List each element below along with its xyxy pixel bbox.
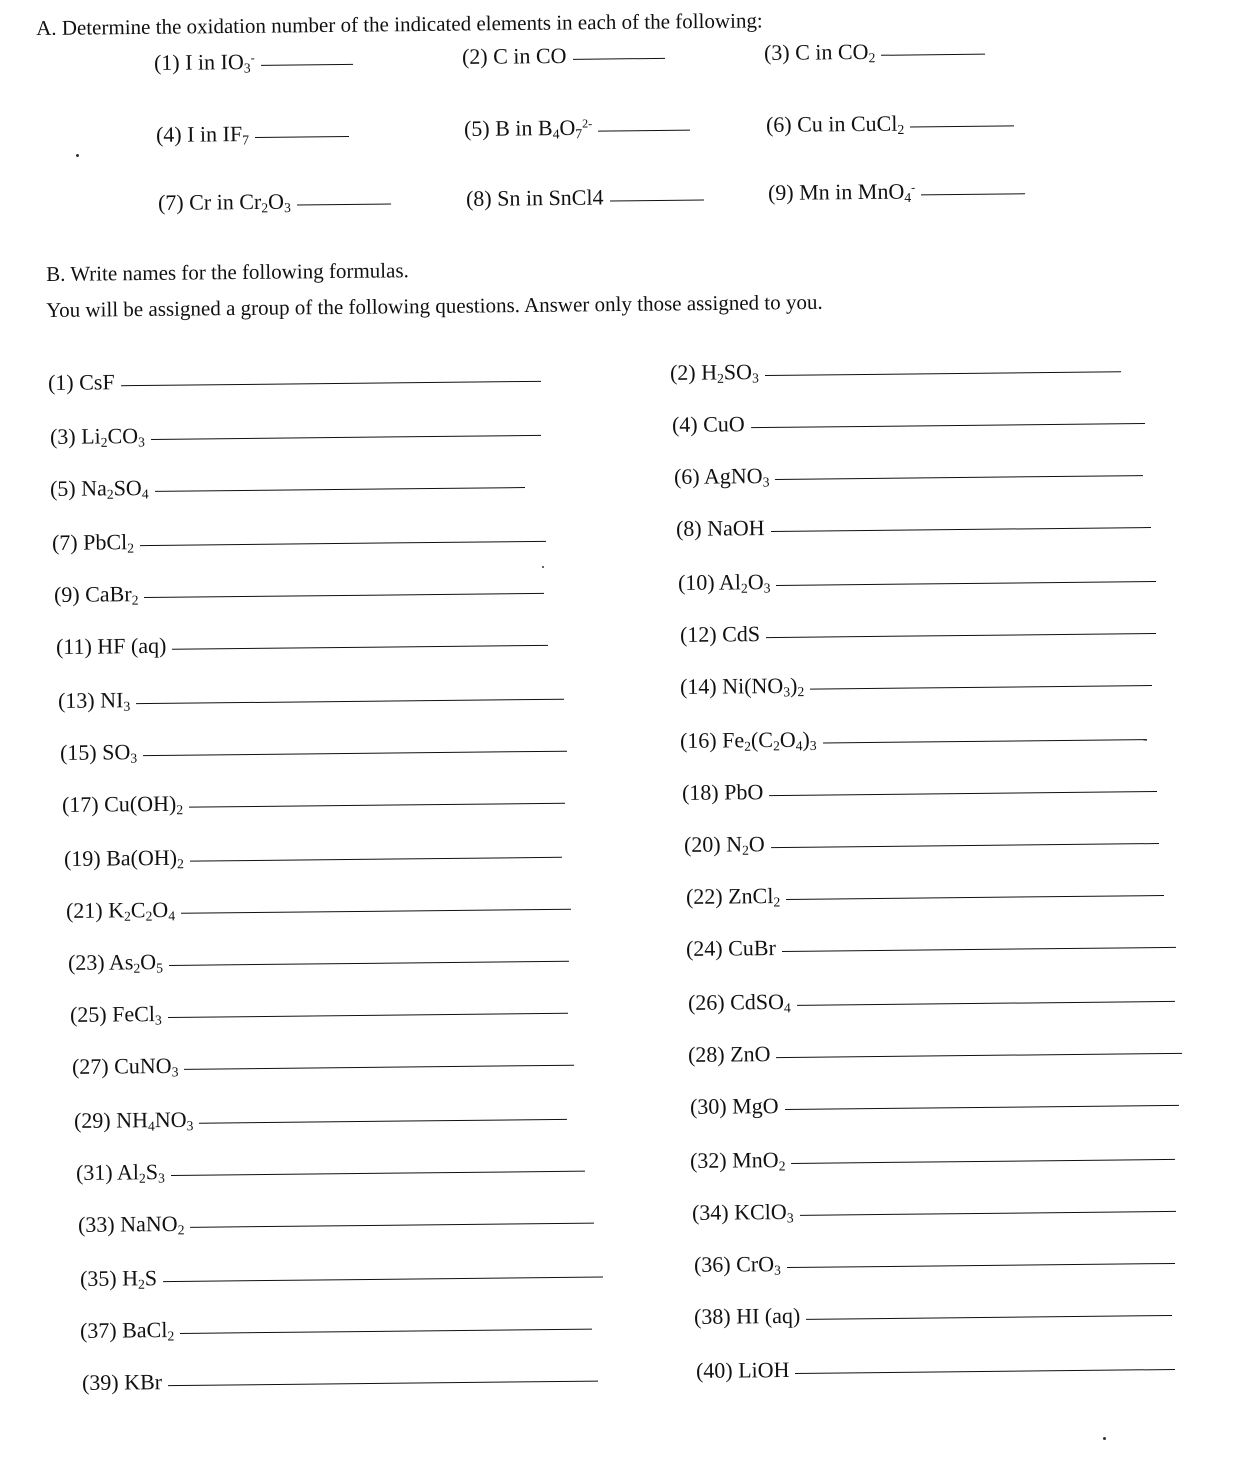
formula-label: (6) Cu in CuCl$_2$: [765, 110, 905, 138]
answer-blank[interactable]: [766, 633, 1156, 638]
formula-label: (13) $NI_3$: [57, 687, 131, 714]
answer-blank[interactable]: [168, 1013, 568, 1018]
answer-blank[interactable]: [199, 1119, 567, 1124]
formula-item: [684, 827, 1159, 858]
formula-label: (19) $Ba(OH)_2$: [63, 844, 184, 872]
formula-label: (5) $Na_2SO_4$: [49, 475, 149, 502]
formula-label: (4) I in $IF_7$: [155, 121, 250, 148]
answer-blank[interactable]: [765, 371, 1121, 376]
answer-blank[interactable]: [881, 54, 985, 56]
formula-label: (7) Cr in $Cr_2O_3$: [157, 188, 291, 216]
formula-label: (20) $N_2O$: [683, 831, 765, 858]
formula-item: [56, 629, 549, 660]
formula-label: (37) BaCl$_2$: [79, 1317, 175, 1344]
formula-item: [68, 945, 569, 976]
formula-item: [690, 1143, 1176, 1174]
formula-label: (35) $H_2S$: [79, 1265, 158, 1292]
formula-label: (30) MgO: [689, 1093, 779, 1119]
answer-blank[interactable]: [797, 1001, 1175, 1006]
formula-label: (5) B in $B_4O_7^{2-}$: [463, 114, 593, 142]
answer-blank[interactable]: [573, 58, 665, 60]
answer-blank[interactable]: [796, 1369, 1176, 1374]
formula-item: [58, 683, 564, 714]
formula-item: [64, 841, 562, 872]
formula-item: [70, 997, 568, 1028]
formula-item: [688, 985, 1175, 1016]
formula-item: [50, 419, 541, 450]
formula-item: [674, 459, 1144, 490]
formula-item: [696, 1353, 1176, 1384]
formula-item: [686, 931, 1176, 962]
formula-label: (38) HI (aq): [693, 1302, 801, 1329]
formula-label: (27) CuNO$_3$: [71, 1052, 179, 1080]
formula-item: [676, 511, 1151, 542]
formula-label: (36) CrO$_3$: [693, 1251, 781, 1278]
formula-item: [688, 1037, 1183, 1068]
formula-item: [50, 471, 525, 502]
formula-label: (2) C in CO: [461, 42, 567, 69]
formula-item: [62, 787, 565, 818]
answer-blank[interactable]: [171, 1171, 585, 1176]
formula-item: [690, 1089, 1179, 1120]
formula-label: (14) $Ni(NO_3)_2$: [679, 672, 805, 700]
formula-label: (8) Sn in SnCl4: [465, 184, 604, 211]
scan-speck: [542, 566, 544, 568]
answer-blank[interactable]: [771, 843, 1159, 848]
formula-label: (1) CsF: [47, 369, 115, 395]
answer-blank[interactable]: [255, 136, 349, 138]
answer-blank[interactable]: [190, 1223, 594, 1228]
answer-blank[interactable]: [140, 541, 546, 546]
answer-blank[interactable]: [791, 1159, 1175, 1164]
answer-blank[interactable]: [785, 1105, 1179, 1110]
section-b-heading: B. Write names for the following formulas.: [46, 258, 409, 286]
section-b-instructions: You will be assigned a group of the following questions. Answer only those assigned to you.: [46, 289, 823, 322]
answer-blank[interactable]: [181, 909, 571, 914]
answer-blank[interactable]: [297, 204, 391, 206]
answer-blank[interactable]: [172, 645, 548, 650]
formula-item: [74, 1103, 568, 1134]
formula-label: (7) PbCl$_2$: [51, 529, 135, 556]
formula-label: (39) KBr: [81, 1369, 163, 1395]
answer-blank[interactable]: [180, 1329, 592, 1334]
answer-blank[interactable]: [776, 581, 1156, 586]
formula-label: (8) NaOH: [675, 515, 765, 541]
answer-blank[interactable]: [184, 1065, 574, 1070]
oxidation-item: [464, 114, 690, 142]
answer-blank[interactable]: [751, 423, 1145, 428]
formula-label: (16) $Fe_2(C_2O_4)_3$: [679, 726, 817, 754]
formula-label: (10) $Al_2O_3$: [677, 569, 771, 596]
formula-item: [678, 565, 1157, 596]
answer-blank[interactable]: [782, 947, 1176, 952]
formula-label: (18) PbO: [681, 779, 764, 805]
formula-label: (33) NaNO$_2$: [77, 1210, 185, 1238]
answer-blank[interactable]: [786, 895, 1164, 900]
oxidation-item: [766, 109, 1014, 138]
formula-item: [682, 775, 1158, 806]
oxidation-item: [156, 120, 349, 148]
formula-label: (12) CdS: [679, 621, 761, 647]
answer-blank[interactable]: [151, 435, 541, 440]
oxidation-item: [462, 42, 665, 70]
formula-label: (28) ZnO: [687, 1041, 771, 1067]
formula-item: [686, 879, 1164, 910]
answer-blank[interactable]: [910, 125, 1014, 127]
formula-item: [680, 617, 1156, 648]
formula-label: (11) HF (aq): [55, 632, 167, 659]
answer-blank[interactable]: [775, 475, 1143, 480]
answer-blank[interactable]: [144, 593, 544, 598]
formula-item: [694, 1299, 1173, 1330]
formula-item: [66, 893, 571, 924]
formula-item: [680, 669, 1152, 700]
answer-blank[interactable]: [261, 64, 353, 66]
formula-item: [60, 735, 567, 766]
formula-label: (26) CdSO$_4$: [687, 988, 791, 1016]
answer-blank[interactable]: [610, 200, 704, 202]
formula-label: (25) FeCl$_3$: [69, 1001, 162, 1028]
answer-blank[interactable]: [155, 487, 525, 492]
answer-blank[interactable]: [143, 751, 567, 756]
formula-label: (3) C in $CO_2$: [763, 38, 876, 66]
oxidation-item: [466, 184, 704, 212]
scan-speck: [76, 154, 79, 157]
formula-label: (4) CuO: [671, 411, 745, 437]
formula-item: [692, 1195, 1176, 1226]
formula-label: (1) I in $IO_3^-$: [153, 49, 255, 76]
oxidation-item: [154, 48, 353, 76]
formula-item: [80, 1313, 592, 1344]
formula-label: (24) CuBr: [685, 935, 776, 961]
formula-label: (22) ZnCl$_2$: [685, 883, 781, 910]
answer-blank[interactable]: [806, 1315, 1172, 1320]
formula-item: [54, 577, 545, 608]
formula-item: [80, 1261, 603, 1292]
formula-label: (40) LiOH: [695, 1357, 790, 1383]
formula-item: [52, 525, 546, 556]
formula-item: [48, 365, 541, 396]
answer-blank[interactable]: [771, 527, 1151, 532]
formula-label: (29) $NH_4NO_3$: [73, 1106, 194, 1134]
formula-label: (32) MnO$_2$: [689, 1147, 786, 1174]
formula-label: (31) $Al_2S_3$: [75, 1159, 165, 1186]
formula-item: [670, 355, 1121, 386]
oxidation-item: [764, 38, 986, 66]
answer-blank[interactable]: [823, 739, 1147, 743]
formula-item: [82, 1365, 598, 1396]
answer-blank[interactable]: [168, 1381, 598, 1387]
formula-item: [672, 407, 1145, 438]
answer-blank[interactable]: [921, 193, 1025, 195]
section-a-heading: A. Determine the oxidation number of the indicated elements in each of the following:: [36, 8, 763, 40]
formula-item: [694, 1247, 1175, 1278]
answer-blank[interactable]: [190, 857, 562, 862]
answer-blank[interactable]: [169, 961, 569, 966]
answer-blank[interactable]: [189, 803, 565, 808]
answer-blank[interactable]: [598, 130, 690, 132]
answer-blank[interactable]: [777, 1053, 1183, 1058]
answer-blank[interactable]: [810, 685, 1152, 690]
scan-speck: [1103, 1437, 1106, 1440]
formula-label: (6) AgNO$_3$: [673, 463, 770, 490]
formula-label: (34) KClO$_3$: [691, 1199, 794, 1226]
formula-label: (17) $Cu(OH)_2$: [61, 790, 184, 818]
formula-label: (15) $SO_3$: [59, 739, 138, 766]
formula-label: (9) CaBr$_2$: [53, 581, 139, 608]
answer-blank[interactable]: [163, 1277, 603, 1283]
answer-blank[interactable]: [800, 1211, 1176, 1216]
formula-item: [680, 723, 1147, 754]
formula-item: [78, 1207, 595, 1238]
answer-blank[interactable]: [136, 699, 564, 704]
formula-label: (2) $H_2SO_3$: [669, 359, 759, 386]
oxidation-item: [158, 188, 391, 216]
formula-label: (9) Mn in MnO$_4$-: [767, 178, 916, 205]
formula-label: (23) $As_2O_5$: [67, 949, 164, 976]
answer-blank[interactable]: [769, 791, 1157, 796]
formula-item: [76, 1155, 585, 1186]
answer-blank[interactable]: [121, 381, 541, 386]
formula-label: (21) $K_2C_2O_4$: [65, 896, 176, 924]
formula-item: [72, 1049, 575, 1080]
oxidation-item: [768, 177, 1025, 206]
formula-label: (3) $Li_2CO_3$: [49, 423, 146, 450]
answer-blank[interactable]: [787, 1263, 1175, 1268]
